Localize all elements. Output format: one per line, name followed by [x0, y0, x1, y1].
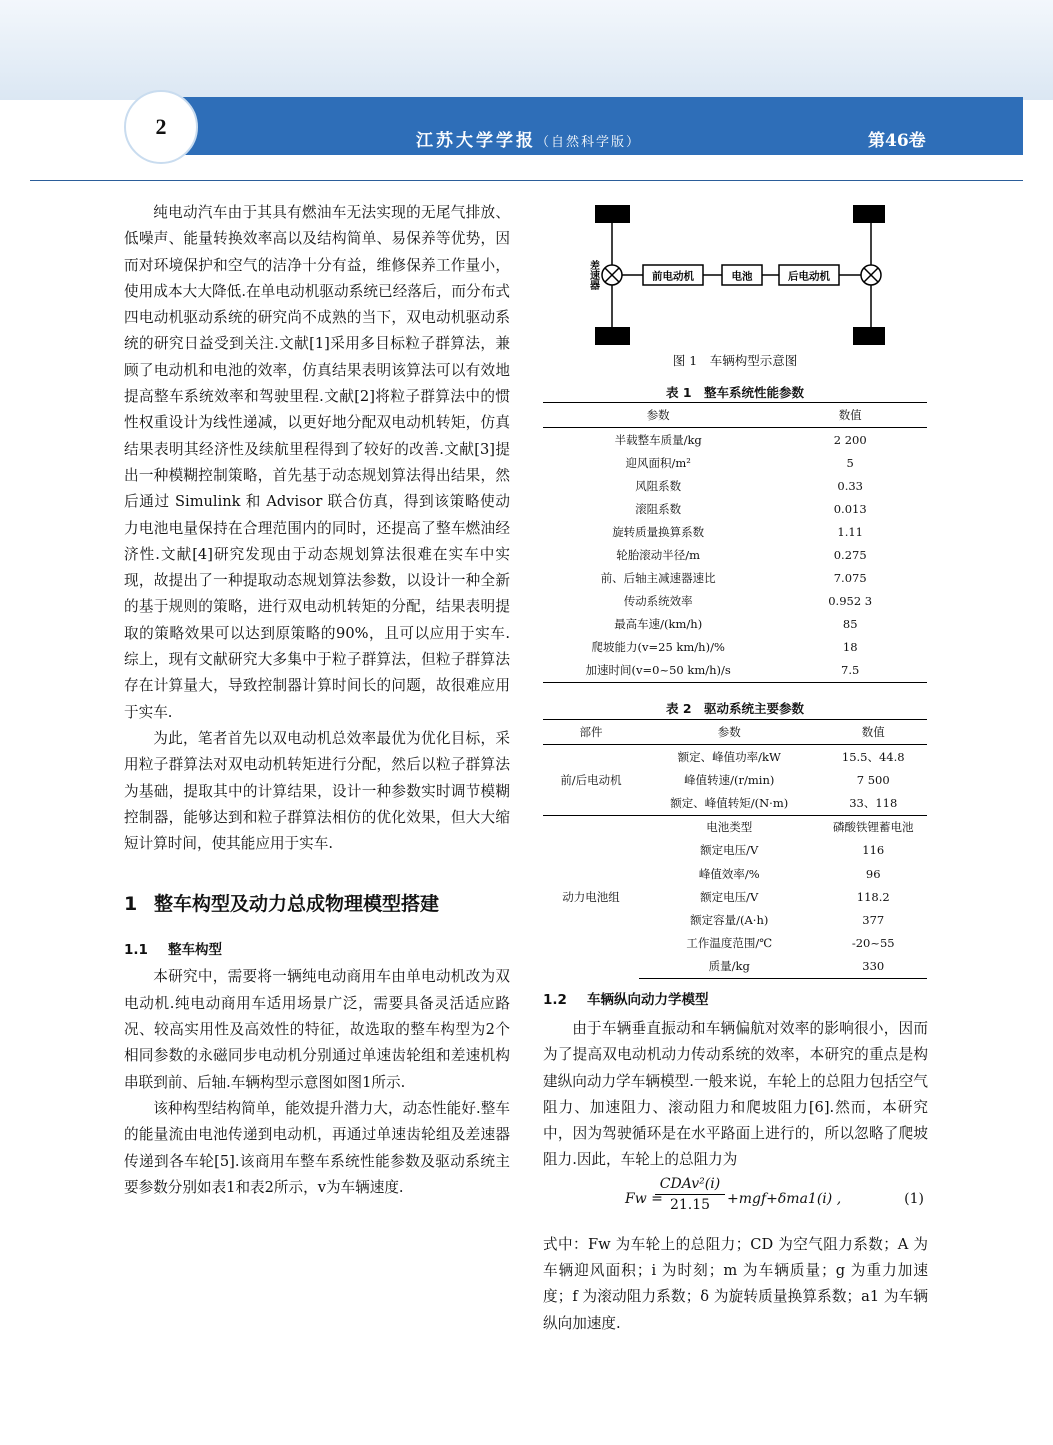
table-row: [543, 659, 927, 683]
table-2-value-cell: 磷酸铁锂蓄电池: [819, 815, 927, 839]
section-1-1-heading: [124, 938, 510, 958]
table-row: [543, 613, 927, 636]
table-2-value-cell: 118.2: [856, 889, 890, 904]
table-1-param-cell: 滚阻系数: [635, 501, 682, 516]
table-1-header-param: 参数: [543, 403, 773, 428]
table-2-header-value: 数值: [819, 720, 927, 745]
table-row: [543, 745, 927, 769]
rear-left-wheel: [853, 205, 885, 223]
section-1-heading: [124, 889, 510, 916]
left-column: [124, 200, 510, 1201]
table-1-param-cell: 轮胎滚动半径/m: [616, 548, 701, 563]
table-2-component-cell: 前/后电动机: [560, 772, 622, 787]
journal-name: 江苏大学学报: [416, 131, 536, 151]
equation-fraction: [655, 1176, 725, 1213]
journal-title: [416, 126, 641, 151]
table-row: [543, 567, 927, 590]
table-2-param-cell: 额定电压/V: [700, 889, 759, 904]
section-1-2-paragraph-1: 由于车辆垂直振动和车辆偏航对效率的影响很小，因而为了提高双电动机动力传动系统的效率，本研究的重点是构建纵向动力学车辆模型.一般来说，车轮上的总阻力包括空气阻力、加速阻力、滚动阻力和爬坡阻力[6].然而，本研究中，因为驾驶循环是在水平路面上进行的，所以忽略了爬坡阻力.因此，车轮上的总阻力为: [543, 1020, 928, 1169]
table-row: [543, 451, 927, 474]
table-row: [543, 543, 927, 566]
table-row: [543, 520, 927, 543]
table-1: [543, 402, 927, 683]
table-row: [543, 474, 927, 497]
table-1-value-cell: 18: [842, 640, 858, 655]
right-column-text: [543, 988, 928, 1337]
front-differential-icon: [602, 265, 622, 285]
table-2-param-cell: 额定、峰值功率/kW: [677, 749, 781, 764]
table-2-component-cell: 动力电池组: [543, 815, 639, 978]
section-1-2-number: 1.2: [543, 992, 567, 1008]
intro-paragraph-1: 纯电动汽车由于其具有燃油车无法实现的无尾气排放、低噪声、能量转换效率高以及结构简单、易保养等优势，因而对环境保护和空气的洁净十分有益，维修保养工作量小，使用成本大大降低.在单电动机驱动系统已经落后，而分布式四电动机驱动系统的研究尚不成熟的当下，双电动机驱动系统的研究日益受到关注.文献[1]采用多目标粒子群算法，兼顾了电动机和电池的效率，仿真结果表明该算法可以有效地提高整车系统效率和驾驶里程.文献[2]将粒子群算法中的惯性权重设计为线性递减，以更好地分配双电动机转矩，仿真结果表明其经济性及续航里程得到了较好的改善.文献[3]提出一种模糊控制策略，首先基于动态规划算法得出结果，然后通过 Simulink 和 Advisor 联合仿真，得到该策略使动力电池电量保持在合理范围内的同时，还提高了整车燃油经济性.文献[4]研究发现由于动态规划算法很难在实车中实现，故提出了一种提取动态规划算法参数，以设计一种全新的基于规则的策略，进行双电动机转矩的分配，结果表明提取的策略效果可以达到原策略的90%，且可以应用于实车.综上，现有文献研究大多集中于粒子群算法，但粒子群算法存在计算量大，导致控制器计算时间长的问题，故很难应用于实车.: [124, 204, 510, 721]
table-1-value-cell: 0.952 3: [828, 594, 873, 609]
table-row: [543, 815, 927, 839]
section-1-title: 整车构型及动力总成物理模型搭建: [154, 893, 440, 916]
section-1-1-paragraph-2: 该种构型结构简单，能效提升潜力大，动态性能好.整车的能量流由电池传递到电动机，再通过单速齿轮组及差速器传递到各车轮[5].该商用车整车系统性能参数及驱动系统主要参数分别如表1和表2所示，v为车辆速度.: [124, 1099, 510, 1196]
table-1-value-cell: 85: [842, 617, 858, 632]
table-2-param-cell: 质量/kg: [639, 955, 819, 979]
equation-1: [543, 1176, 928, 1230]
table-2-param-cell: 峰值转速/(r/min): [684, 772, 775, 787]
table-2-param-cell: 额定、峰值转矩/(N·m): [670, 795, 789, 810]
battery-label: 电池: [731, 270, 753, 283]
equation-rest: +mgf+δma1(i) ,: [727, 1190, 842, 1207]
volume-label: 第46卷: [868, 131, 926, 151]
table-2-title: 表 2 驱动系统主要参数: [665, 701, 805, 716]
table-1-value-cell: 0.013: [833, 501, 867, 516]
table-2-value-cell: 116: [862, 843, 885, 858]
table-2-value-cell: 330: [819, 955, 927, 979]
table-2-header-row: [543, 720, 927, 745]
table-row: [543, 590, 927, 613]
table-1-title: 表 1 整车系统性能参数: [665, 385, 805, 400]
table-1-param-cell: 半载整车质量/kg: [614, 432, 702, 447]
table-1-value-cell: 5: [846, 455, 854, 470]
intro-paragraph-2: 为此，笔者首先以双电动机总效率最优为优化目标，采用粒子群算法对双电动机转矩进行分配，然后以粒子群算法为基础，提取其中的计算结果，设计一种参数实时调节模糊控制器，能够达到和粒子群算法相仿的优化效果，但大大缩短计算时间，使其能应用于实车.: [124, 729, 510, 853]
section-1-2-paragraph-2: 式中：Fw 为车轮上的总阻力；CD 为空气阻力系数；A 为车辆迎风面积；i 为时刻；m 为车辆质量；g 为重力加速度；f 为滚动阻力系数；δ 为旋转质量换算系数；a1 为车辆纵向加速度.: [543, 1235, 928, 1332]
journal-subtitle: （自然科学版）: [536, 135, 642, 150]
table-2-header-param: 参数: [639, 720, 819, 745]
table-1-value-cell: 2 200: [833, 432, 867, 447]
section-1-1-number: 1.1: [124, 942, 148, 959]
page-number: 2: [124, 90, 198, 164]
table-2-value-cell: 96: [865, 866, 881, 881]
vehicle-configuration-figure: [585, 205, 885, 352]
table-1-param-cell: 爬坡能力(v=25 km/h)/%: [591, 640, 725, 655]
equation-numerator: CDAv²(i): [655, 1176, 725, 1195]
table-2-value-cell: 7 500: [856, 772, 890, 787]
table-1-value-cell: 7.075: [833, 571, 867, 586]
figure-1-caption: 图 1 车辆构型示意图: [672, 353, 798, 368]
differential-label: 差速器: [587, 260, 599, 290]
table-1-param-cell: 传动系统效率: [623, 594, 693, 609]
table-2-param-cell: 工作温度范围/℃: [686, 936, 773, 951]
table-1-value-cell: 1.11: [837, 524, 863, 539]
front-right-wheel: [595, 327, 630, 345]
table-1-param-cell: 前、后轴主减速器速比: [600, 571, 716, 586]
table-1-param-cell: 风阻系数: [635, 478, 682, 493]
table-1-value-cell: 7.5: [773, 659, 927, 683]
equation-denominator: 21.15: [669, 1196, 711, 1213]
table-1-header-value: 数值: [773, 403, 927, 428]
table-2-param-cell: 电池类型: [639, 815, 819, 839]
table-row: [543, 636, 927, 659]
table-2-param-cell: 峰值效率/%: [698, 866, 760, 881]
table-1-header-row: [543, 403, 927, 428]
equation-lhs: Fw =: [625, 1190, 663, 1207]
table-2-value-cell: 15.5、44.8: [841, 749, 905, 764]
table-2: [543, 719, 927, 979]
section-1-2-title: 车辆纵向动力学模型: [587, 992, 709, 1008]
header-background: [0, 0, 1053, 100]
table-1-param-cell: 迎风面积/m²: [625, 455, 691, 470]
vehicle-diagram: [585, 205, 885, 352]
section-1-1-paragraph-1: 本研究中，需要将一辆纯电动商用车由单电动机改为双电动机.纯电动商用车适用场景广泛，需要具备灵活适应路况、较高实用性及高效性的特征，故选取的整车构型为2个相同参数的永磁同步电动机分别通过单速齿轮组和差速机构串联到前、后轴.车辆构型示意图如图1所示.: [124, 968, 510, 1091]
front-left-wheel: [595, 205, 630, 223]
table-1-value-cell: 0.33: [837, 478, 863, 493]
table-1-param-cell: 最高车速/(km/h): [614, 617, 703, 632]
table-2-header-component: 部件: [543, 720, 639, 745]
table-1-value-cell: 0.275: [833, 548, 867, 563]
front-motor-label: 前电动机: [652, 270, 694, 283]
table-row: [543, 497, 927, 520]
table-1-param-cell: 加速时间(v=0~50 km/h)/s: [543, 659, 773, 683]
table-2-value-cell: 33、118: [849, 795, 898, 810]
table-2-param-cell: 额定电压/V: [700, 843, 759, 858]
section-1-2-heading: [543, 988, 928, 1008]
table-1-param-cell: 旋转质量换算系数: [612, 524, 705, 539]
rear-motor-label: 后电动机: [788, 270, 830, 283]
rear-differential-icon: [861, 265, 881, 285]
header-rule: [30, 180, 1023, 181]
table-row: [543, 428, 927, 452]
section-1-1-title: 整车构型: [168, 942, 222, 959]
table-2-value-cell: -20~55: [851, 936, 895, 951]
rear-right-wheel: [853, 327, 885, 345]
equation-number: (1): [904, 1190, 924, 1207]
table-2-param-cell: 额定容量/(A·h): [690, 912, 769, 927]
table-2-value-cell: 377: [862, 912, 885, 927]
section-1-number: 1: [124, 893, 138, 916]
